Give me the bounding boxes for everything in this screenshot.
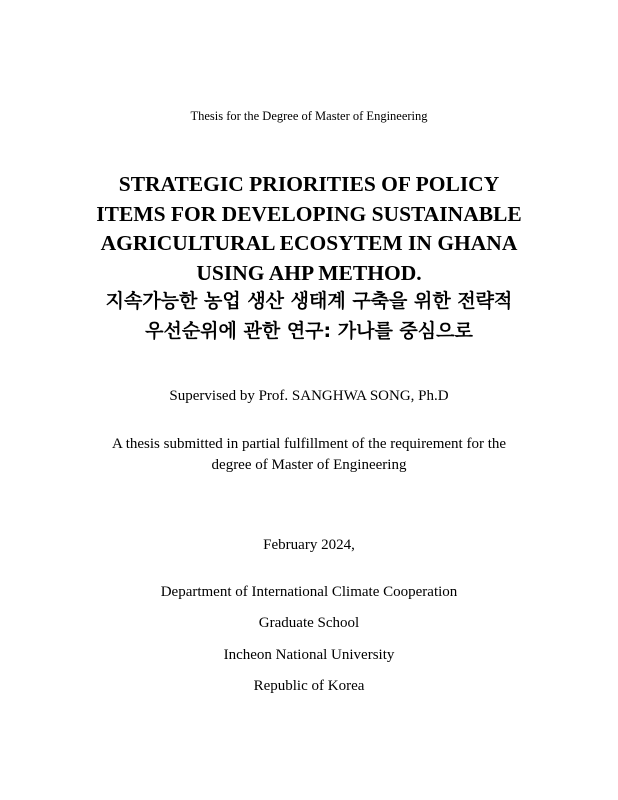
department: Department of International Climate Cooperation bbox=[160, 584, 458, 600]
supervisor-line: Supervised by Prof. SANGHWA SONG, Ph.D bbox=[169, 388, 449, 404]
korean-title-line: 지속가능한 농업 생산 생태계 구축을 위한 전략적 bbox=[105, 290, 513, 312]
submission-statement bbox=[0, 434, 618, 476]
degree-line: Thesis for the Degree of Master of Engineering bbox=[190, 109, 428, 123]
submission-line: A thesis submitted in partial fulfillment of the requirement for the bbox=[111, 436, 507, 452]
korean-title-line: 우선순위에 관한 연구: 가나를 중심으로 bbox=[145, 320, 473, 342]
country: Republic of Korea bbox=[253, 678, 365, 694]
graduate-school: Graduate School bbox=[258, 615, 360, 631]
title-line: USING AHP METHOD. bbox=[196, 260, 422, 285]
title-line: AGRICULTURAL ECOSYTEM IN GHANA bbox=[100, 231, 518, 255]
title-line: STRATEGIC PRIORITIES OF POLICY bbox=[118, 172, 500, 196]
title-line: ITEMS FOR DEVELOPING SUSTAINABLE bbox=[96, 201, 522, 226]
submission-date: February 2024, bbox=[263, 537, 355, 553]
thesis-title bbox=[0, 170, 618, 288]
submission-line: degree of Master of Engineering bbox=[211, 457, 407, 473]
korean-title bbox=[0, 286, 618, 346]
university: Incheon National University bbox=[223, 647, 395, 663]
